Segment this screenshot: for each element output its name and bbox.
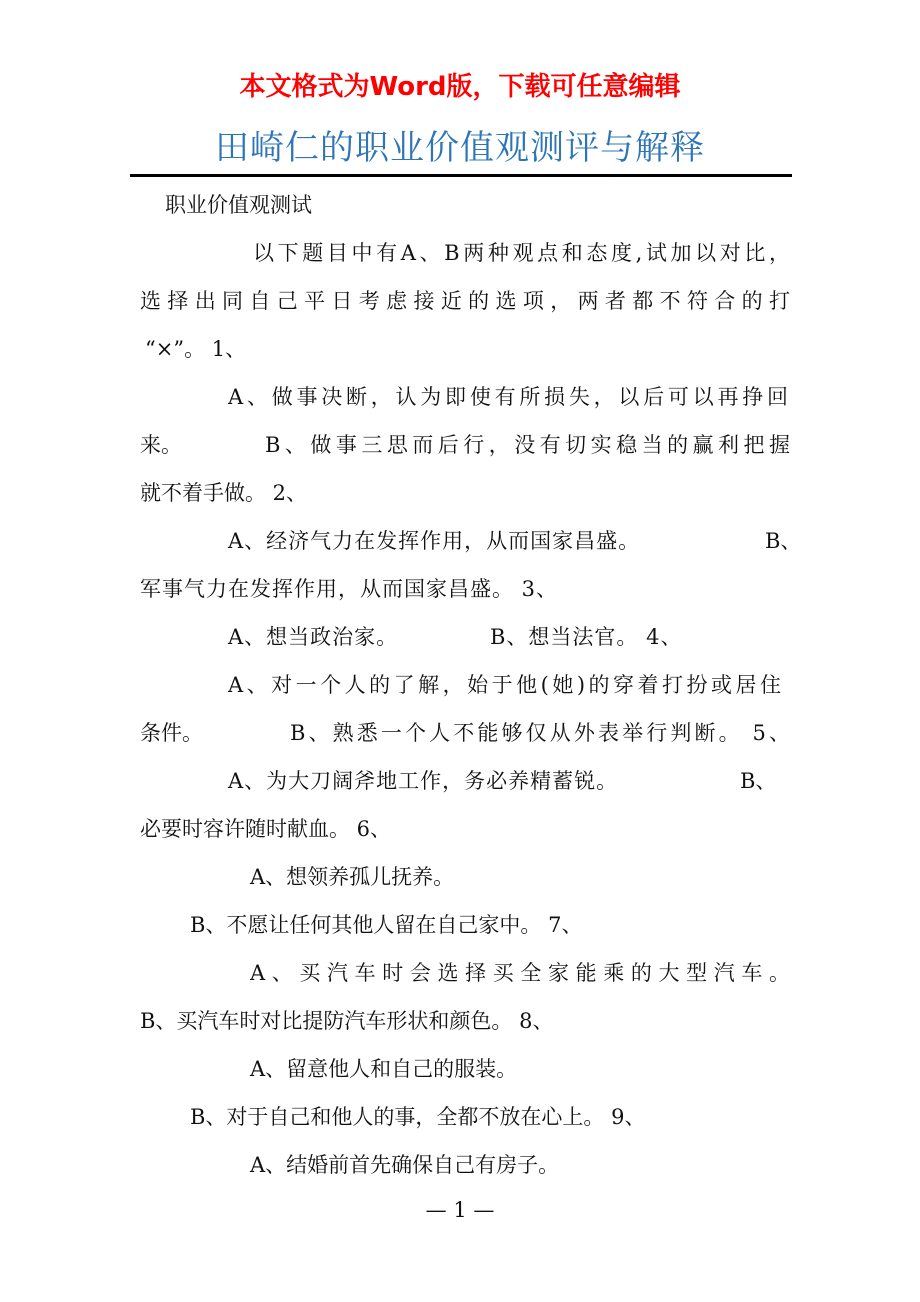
- option-line: A、留意他人和自己的服装。: [250, 1057, 518, 1081]
- option-line: A、想当政治家。: [228, 625, 399, 649]
- paragraph-line: 以下题目中有A、B两种观点和态度,试加以对比，: [253, 241, 790, 265]
- option-line: A、买汽车时会选择买全家能乘的大型汽车。: [250, 961, 790, 985]
- paragraph-line: 选择出同自己平日考虑接近的选项，两者都不符合的打: [140, 289, 790, 313]
- option-line: B、对于自己和他人的事，全都不放在心上。 9、: [190, 1105, 646, 1129]
- option-line: B、不愿让任何其他人留在自己家中。 7、: [190, 913, 583, 937]
- option-line: A、结婚前首先确保自己有房子。: [250, 1153, 560, 1177]
- option-line: B、想当法官。 4、: [490, 625, 683, 649]
- editable-notice-banner: 本文格式为Word版，下载可任意编辑: [239, 72, 681, 102]
- option-line: A、为大刀阔斧地工作，务必养精蓄锐。: [228, 769, 619, 793]
- option-line: A、对一个人的了解，始于他(她)的穿着打扮或居住: [228, 673, 781, 697]
- option-line: B、买汽车时对比提防汽车形状和颜色。 8、: [140, 1009, 554, 1033]
- document-title: 田崎仁的职业价值观测评与解释: [215, 128, 705, 168]
- option-line: 条件。: [140, 721, 203, 745]
- option-line: 就不着手做。 2、: [140, 481, 308, 505]
- option-line: 必要时容许随时献血。 6、: [140, 817, 392, 841]
- option-line: A、做事决断，认为即使有所损失，以后可以再挣回: [228, 385, 788, 409]
- option-line: B、: [740, 769, 777, 793]
- option-line: B、做事三思而后行，没有切实稳当的赢利把握: [265, 433, 790, 457]
- section-heading: 职业价值观测试: [165, 193, 312, 217]
- option-line: B、: [765, 529, 802, 553]
- title-divider: [130, 174, 792, 177]
- option-line: A、想领养孤儿抚养。: [250, 865, 455, 889]
- paragraph-line: “×”。 1、: [145, 337, 247, 361]
- page-number: — 1 —: [425, 1198, 495, 1222]
- option-line: A、经济气力在发挥作用，从而国家昌盛。: [228, 529, 641, 553]
- option-line: B、熟悉一个人不能够仅从外表举行判断。 5、: [290, 721, 790, 745]
- option-line: 军事气力在发挥作用，从而国家昌盛。 3、: [140, 577, 559, 601]
- option-line: 来。: [140, 433, 182, 457]
